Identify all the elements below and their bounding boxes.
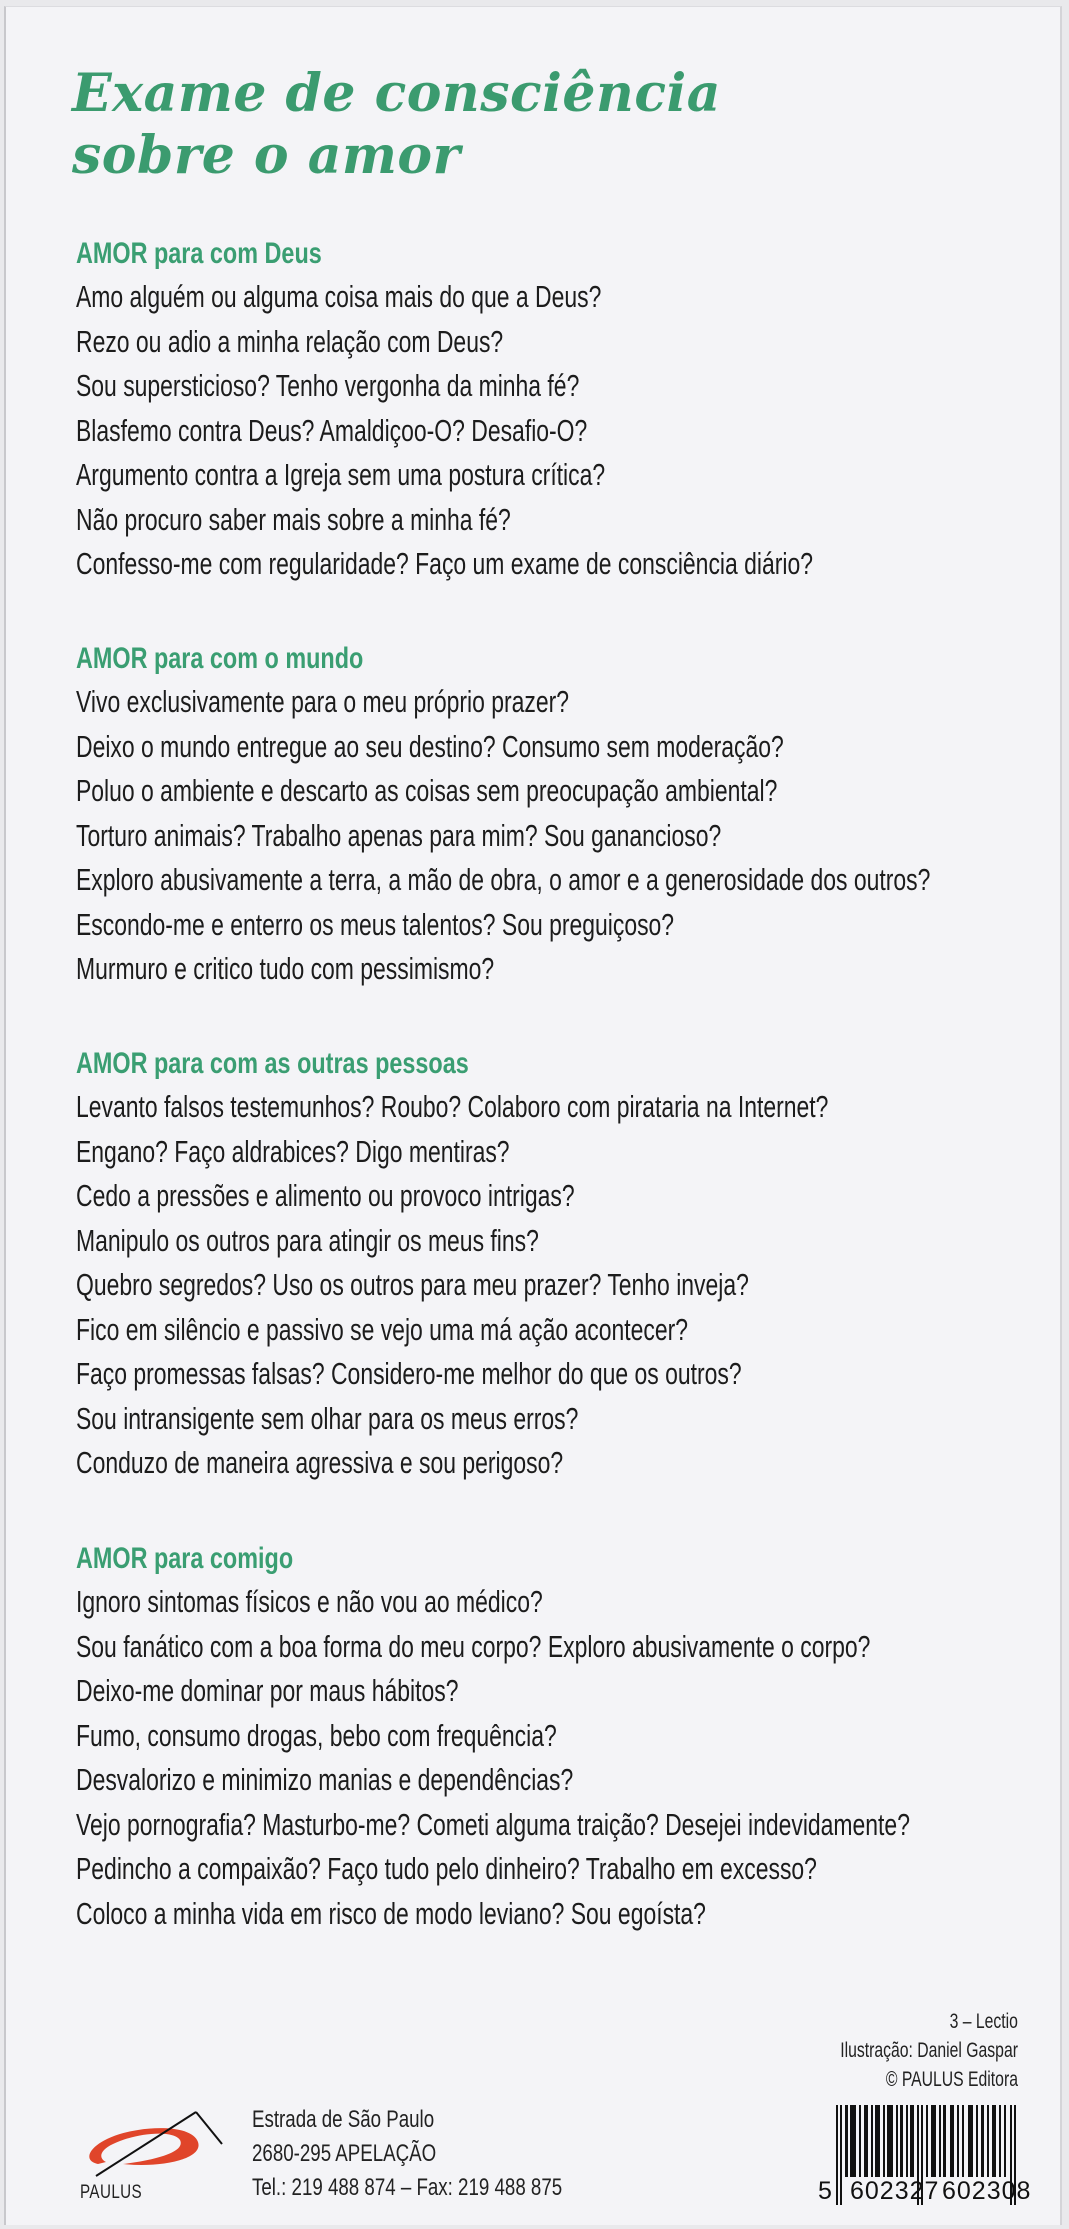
section-self (76, 1538, 1069, 1936)
question: Deixo-me dominar por maus hábitos? (76, 1673, 459, 1708)
illustration-credit: Ilustração: Daniel Gaspar (840, 2039, 1018, 2062)
question: Deixo o mundo entregue ao seu destino? Consumo sem moderação? (76, 728, 784, 764)
section-god (76, 233, 1069, 587)
barcode-digit-first: 5 (818, 2177, 832, 2205)
barcode-digits-right: 602308 (942, 2177, 1032, 2205)
question: Torturo animais? Trabalho apenas para mim? Sou ganancioso? (76, 817, 722, 853)
question: Confesso-me com regularidade? Faço um exame de consciência diário? (76, 546, 814, 581)
copyright: © PAULUS Editora (885, 2068, 1018, 2091)
title-line-2: sobre o amor (72, 125, 461, 186)
question: Amo alguém ou alguma coisa mais do que a Deus? (76, 279, 602, 314)
question: Vejo pornografia? Masturbo-me? Cometi alguma traição? Desejei indevidamente? (76, 1806, 910, 1842)
question: Poluo o ambiente e descarto as coisas sem preocupação ambiental? (76, 773, 778, 808)
address-line-2: 2680-295 APELAÇÃO (252, 2140, 437, 2167)
question: Levanto falsos testemunhos? Roubo? Colaboro com pirataria na Internet? (76, 1089, 829, 1124)
question: Desvalorizo e minimizo manias e dependências? (76, 1762, 574, 1797)
question: Manipulo os outros para atingir os meus fins? (76, 1222, 539, 1258)
question: Sou fanático com a boa forma do meu corpo? Exploro abusivamente o corpo? (76, 1628, 871, 1664)
section-heading: AMOR para com o mundo (76, 642, 364, 675)
paulus-swoosh-icon (68, 2102, 228, 2192)
page-title (72, 63, 721, 187)
barcode-digits-left: 602327 (850, 2177, 940, 2205)
barcode (814, 2105, 1030, 2213)
publisher-address (252, 2103, 650, 2205)
question: Vivo exclusivamente para o meu próprio prazer? (76, 684, 570, 719)
section-heading: AMOR para comigo (76, 1542, 294, 1575)
contact-line: Tel.: 219 488 874 – Fax: 219 488 875 (252, 2174, 563, 2201)
question: Coloco a minha vida em risco de modo leviano? Sou egoísta? (76, 1895, 706, 1931)
section-heading: AMOR para com as outras pessoas (76, 1047, 469, 1080)
series-label: 3 – Lectio (949, 2010, 1018, 2033)
logo-text: PAULUS (80, 2182, 143, 2203)
question: Escondo-me e enterro os meus talentos? Sou preguiçoso? (76, 906, 675, 942)
question: Sou intransigente sem olhar para os meus erros? (76, 1400, 579, 1436)
question: Blasfemo contra Deus? Amaldiçoo-O? Desafio-O? (76, 412, 588, 448)
question: Rezo ou adio a minha relação com Deus? (76, 323, 504, 359)
question: Faço promessas falsas? Considero-me melhor do que os outros? (76, 1356, 742, 1391)
question: Engano? Faço aldrabices? Digo mentiras? (76, 1133, 510, 1169)
question: Argumento contra a Igreja sem uma postura crítica? (76, 457, 606, 492)
question: Conduzo de maneira agressiva e sou perigoso? (76, 1445, 564, 1480)
title-line-1: Exame de consciência (72, 63, 721, 124)
question: Ignoro sintomas físicos e não vou ao médico? (76, 1584, 543, 1619)
question: Cedo a pressões e alimento ou provoco intrigas? (76, 1178, 575, 1213)
question: Sou supersticioso? Tenho vergonha da minha fé? (76, 368, 580, 403)
question: Fumo, consumo drogas, bebo com frequência? (76, 1717, 557, 1753)
question: Exploro abusivamente a terra, a mão de obra, o amor e a generosidade dos outros? (76, 862, 931, 897)
section-world (76, 638, 1069, 992)
paulus-logo (68, 2102, 228, 2222)
question: Quebro segredos? Uso os outros para meu prazer? Tenho inveja? (76, 1267, 749, 1302)
prayer-card (4, 6, 1062, 2225)
section-others (76, 1043, 1069, 1486)
question: Pedincho a compaixão? Faço tudo pelo dinheiro? Trabalho em excesso? (76, 1851, 817, 1886)
address-line-1: Estrada de São Paulo (252, 2106, 435, 2133)
credits (781, 2007, 1018, 2094)
question: Não procuro saber mais sobre a minha fé? (76, 501, 511, 537)
section-heading: AMOR para com Deus (76, 237, 322, 270)
question: Fico em silêncio e passivo se vejo uma má ação acontecer? (76, 1311, 689, 1347)
question: Murmuro e critico tudo com pessimismo? (76, 951, 495, 986)
